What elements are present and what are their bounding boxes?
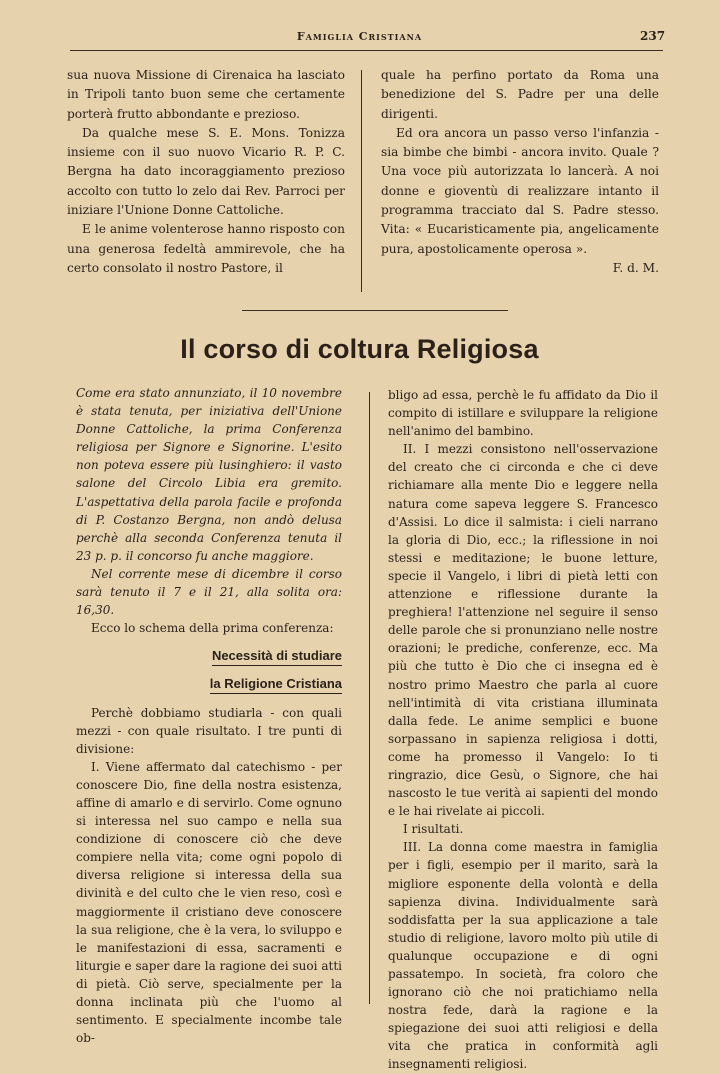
article-title: Il corso di coltura Religiosa [180, 334, 539, 364]
top-right-column [381, 66, 659, 278]
paragraph: III. La donna come maestra in famiglia per i figli, esempio per il marito, sarà la migliore esponente della volontà e della sapienza divina. Individualmente sarà soddisfatta per la sua applicazione a tale studio di religione, lavoro molto più utile di qualunque occupazione e di ogni passatempo. In società, fra coloro che ignorano ciò che noi pratichiamo nella nostra fede, darà la ragione e la spiegazione dei suoi atti religiosi e della vita che pratica in conformità agli insegnamenti religiosi. [388, 840, 658, 1072]
section-rule [242, 310, 508, 311]
subheading-text: la Religione Cristiana [210, 676, 342, 694]
paragraph: quale ha perfino portato da Roma una benedizione del S. Padre per una delle dirigenti. [381, 68, 659, 121]
subheading [76, 675, 342, 693]
subheading-text: Necessità di studiare [212, 648, 342, 666]
paragraph: Da qualche mese S. E. Mons. Tonizza insieme con il suo nuovo Vicario R. P. C. Bergna ha dato incoraggiamento prezioso accolto con tutto lo zelo dai Rev. Parroci per iniziare l'Unione Donne Cattoliche. [67, 125, 345, 218]
top-left-column [67, 66, 345, 278]
article-intro: Nel corrente mese di dicembre il corso sarà tenuto il 7 e il 21, alla solita ora: 16,30. [76, 566, 342, 618]
paragraph: sua nuova Missione di Cirenaica ha lasciato in Tripoli tanto buon seme che certamente porterà frutto abbondante e prezioso. [67, 68, 345, 121]
page-number: 237 [640, 29, 666, 43]
paragraph: I risultati. [403, 822, 464, 837]
article-right-column [388, 386, 658, 1074]
subheading [76, 647, 342, 665]
column-divider [369, 392, 370, 1004]
paragraph: E le anime volenterose hanno risposto con una generosa fedeltà ammirevole, che ha certo consolato il nostro Pastore, il [67, 222, 345, 275]
paragraph: Perchè dobbiamo studiarla - con quali mezzi - con quale risultato. I tre punti di divisione: [76, 705, 342, 756]
paragraph: I. Viene affermato dal catechismo - per conoscere Dio, fine della nostra esistenza, affine di amarlo e di servirlo. Come ognuno si interessa nel suo campo e nella sua condizione di conoscere ciò che deve compiere nella vita; come ogni popolo di diversa religione si interessa della sua divinità e del culto che le vien reso, così e maggiormente il cristiano deve conoscere la sua religione, che è la vera, lo sviluppo e le manifestazioni di essa, sacramenti e liturgie e saper dare la ragione dei suoi atti di pietà. Ciò serve, specialmente per la donna inclinata più che l'uomo al sentimento. E specialmente incombe tale ob- [76, 759, 342, 1046]
article-intro: Come era stato annunziato, il 10 novembre è stata tenuta, per iniziativa dell'Unione Donne Cattoliche, la prima Conferenza religiosa per Signore e Signorine. L'esito non poteva essere più lusinghiero: il vasto salone del Circolo Libia era gremito. L'aspettativa della parola facile e profonda di P. Costanzo Bergna, non andò delusa perchè alla seconda Conferenza tenuta il 23 p. p. il concorso fu anche maggiore. [76, 386, 342, 563]
column-divider [361, 70, 362, 292]
schema-line: Ecco lo schema della prima conferenza: [91, 621, 334, 636]
paragraph: bligo ad essa, perchè le fu affidato da Dio il compito di istillare e sviluppare la religione nell'animo del bambino. [388, 388, 658, 439]
paragraph: Ed ora ancora un passo verso l'infanzia - sia bimbe che bimbi - ancora invito. Quale ? Una voce più autorizzata lo lancerà. A noi donne e gioventù di realizzare intanto il programma tracciato dal S. Padre stesso. Vita: « Eucaristicamente pia, angelicamente pura, apostolicamente operosa ». [381, 125, 659, 256]
article-left-column [76, 384, 342, 1047]
signature: F. d. M. [612, 260, 659, 275]
header-rule [70, 50, 663, 51]
running-header-title: Famiglia Cristiana [296, 30, 423, 43]
paragraph: II. I mezzi consistono nell'osservazione del creato che ci circonda e che ci deve richiamare alla mente Dio e leggere nella natura come sapeva leggere S. Francesco d'Assisi. Lo dice il salmista: i cieli narrano la gloria di Dio, ecc.; la riflessione in noi stessi e meditazione; le buone letture, specie il Vangelo, i libri di pietà letti con attenzione e riflessione durante la preghiera! l'attenzione nel seguire il senso delle parole che si pronunziano nelle nostre orazioni; le prediche, conferenze, ecc. Ma più che tutto è Dio che ci insegna ed è nostro primo Maestro che parla al cuore nell'intimità di vita cristiana illuminata dalla fede. Le anime semplici e buone sorpassano in sapienza religiosa i dotti, come ha promesso il Vangelo: Io ti ringrazio, dice Gesù, o Signore, che hai nascosto le tue verità ai sapienti del mondo e le hai rivelate ai piccoli. [388, 442, 658, 819]
